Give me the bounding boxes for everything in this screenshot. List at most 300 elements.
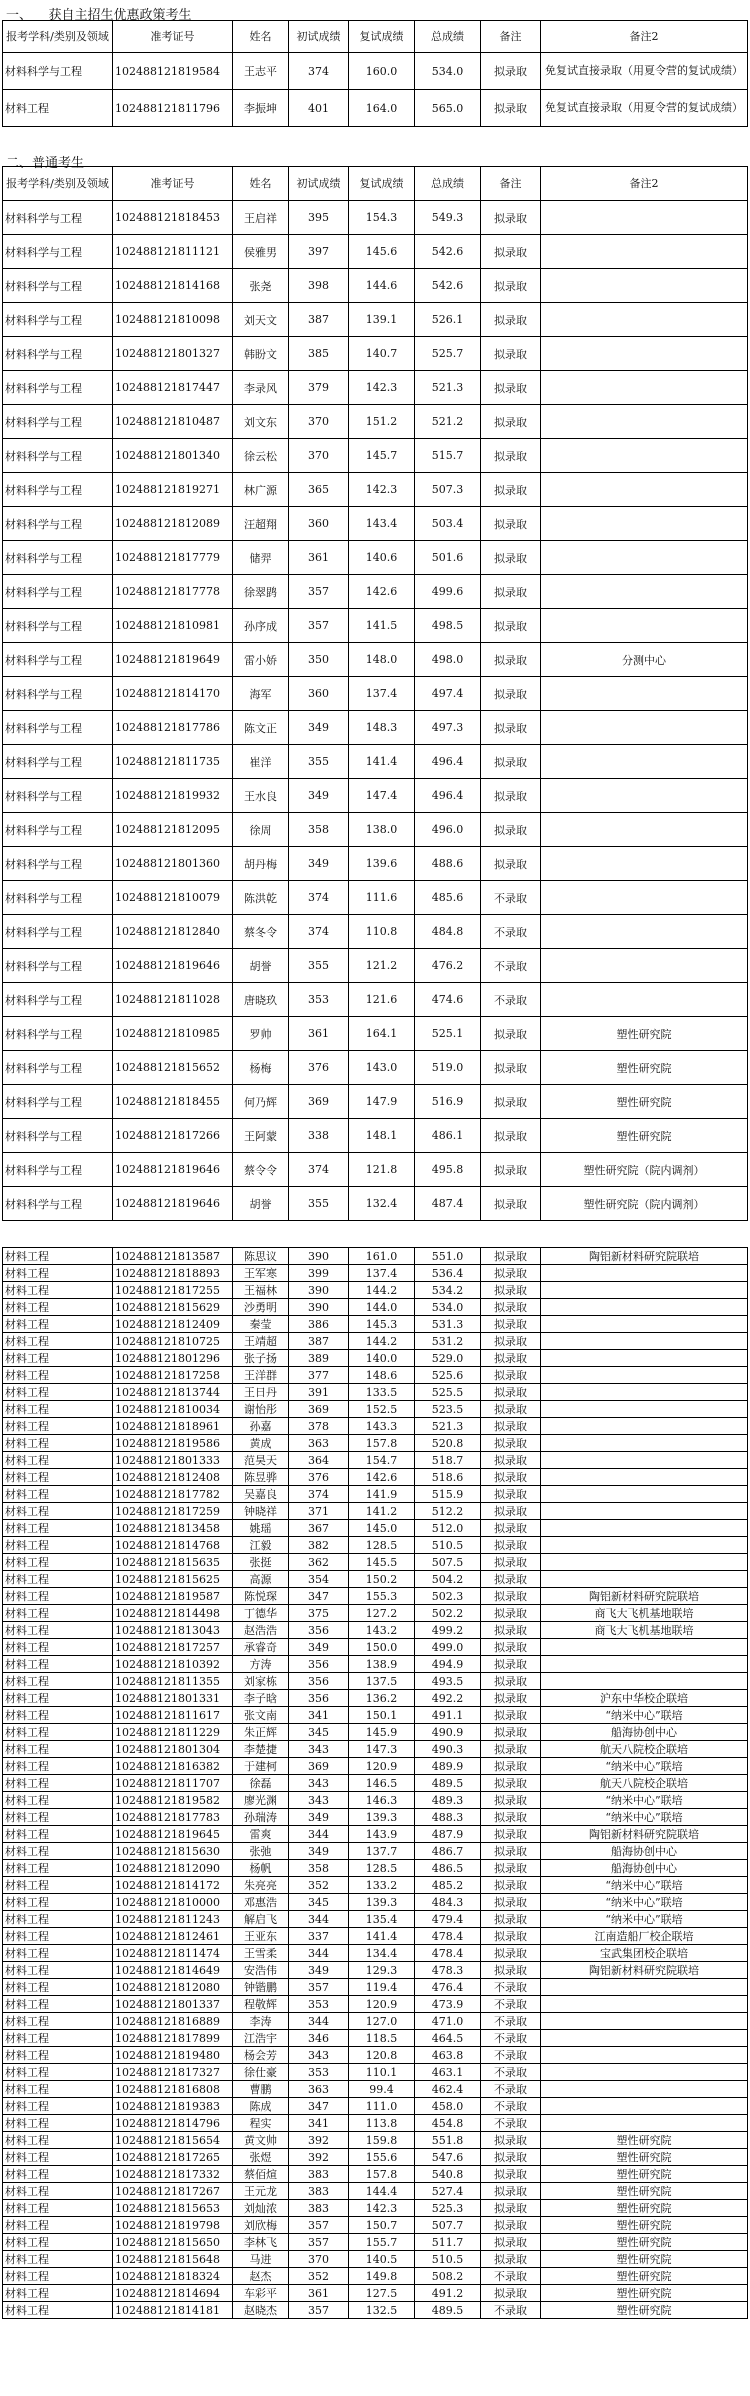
table-row xyxy=(3,1622,748,1639)
cell-remark2 xyxy=(541,1401,748,1418)
cell-total-score: 531.3 xyxy=(415,1316,481,1333)
cell-initial-score: 343 xyxy=(289,1741,349,1758)
table-row xyxy=(3,2030,748,2047)
cell-total-score: 484.3 xyxy=(415,1894,481,1911)
table-row xyxy=(3,711,748,745)
cell-total-score: 529.0 xyxy=(415,1350,481,1367)
cell-exam-id: 102488121811355 xyxy=(113,1673,233,1690)
cell-retest-score: 137.4 xyxy=(349,677,415,711)
cell-initial-score: 390 xyxy=(289,1282,349,1299)
cell-exam-id: 102488121811735 xyxy=(113,745,233,779)
cell-exam-id: 102488121801333 xyxy=(113,1452,233,1469)
table-row xyxy=(3,303,748,337)
cell-remark: 不录取 xyxy=(481,2030,541,2047)
cell-subject: 材料工程 xyxy=(3,1537,113,1554)
cell-initial-score: 361 xyxy=(289,2285,349,2302)
cell-retest-score: 143.9 xyxy=(349,1826,415,1843)
table-row xyxy=(3,1187,748,1221)
cell-subject: 材料工程 xyxy=(3,2013,113,2030)
cell-exam-id: 102488121810079 xyxy=(113,881,233,915)
cell-remark: 拟录取 xyxy=(481,1051,541,1085)
cell-remark: 拟录取 xyxy=(481,1911,541,1928)
cell-total-score: 486.7 xyxy=(415,1843,481,1860)
table-row xyxy=(3,1809,748,1826)
table-row xyxy=(3,1690,748,1707)
cell-subject: 材料科学与工程 xyxy=(3,575,113,609)
col-header-remark2: 备注2 xyxy=(541,21,748,53)
cell-total-score: 478.4 xyxy=(415,1945,481,1962)
table-row xyxy=(3,1656,748,1673)
col-header-total-score: 总成绩 xyxy=(415,167,481,201)
cell-remark2 xyxy=(541,609,748,643)
cell-initial-score: 337 xyxy=(289,1928,349,1945)
table-row xyxy=(3,1367,748,1384)
cell-exam-id: 102488121812089 xyxy=(113,507,233,541)
cell-subject: 材料工程 xyxy=(3,1554,113,1571)
cell-name: 赵晓杰 xyxy=(233,2302,289,2319)
cell-name: 张尧 xyxy=(233,269,289,303)
cell-remark2: 塑性研究院 xyxy=(541,2234,748,2251)
cell-subject: 材料工程 xyxy=(3,1741,113,1758)
cell-initial-score: 345 xyxy=(289,1724,349,1741)
cell-name: 侯雅男 xyxy=(233,235,289,269)
cell-total-score: 499.2 xyxy=(415,1622,481,1639)
cell-retest-score: 143.2 xyxy=(349,1622,415,1639)
cell-exam-id: 102488121819383 xyxy=(113,2098,233,2115)
cell-exam-id: 102488121817447 xyxy=(113,371,233,405)
cell-exam-id: 102488121819646 xyxy=(113,949,233,983)
cell-exam-id: 102488121818455 xyxy=(113,1085,233,1119)
col-header-remark: 备注 xyxy=(481,21,541,53)
cell-exam-id: 102488121819649 xyxy=(113,643,233,677)
cell-retest-score: 127.2 xyxy=(349,1605,415,1622)
cell-remark: 不录取 xyxy=(481,2115,541,2132)
cell-initial-score: 349 xyxy=(289,1962,349,1979)
cell-exam-id: 102488121815635 xyxy=(113,1554,233,1571)
cell-initial-score: 350 xyxy=(289,643,349,677)
cell-remark: 拟录取 xyxy=(481,1316,541,1333)
cell-remark2 xyxy=(541,677,748,711)
cell-name: 李林飞 xyxy=(233,2234,289,2251)
cell-name: 王雪柔 xyxy=(233,1945,289,1962)
table-row xyxy=(3,983,748,1017)
cell-retest-score: 142.3 xyxy=(349,371,415,405)
cell-remark: 拟录取 xyxy=(481,1945,541,1962)
cell-initial-score: 392 xyxy=(289,2132,349,2149)
cell-exam-id: 102488121814649 xyxy=(113,1962,233,1979)
cell-exam-id: 102488121812461 xyxy=(113,1928,233,1945)
cell-initial-score: 341 xyxy=(289,2115,349,2132)
cell-exam-id: 102488121817267 xyxy=(113,2183,233,2200)
cell-exam-id: 102488121811474 xyxy=(113,1945,233,1962)
cell-initial-score: 354 xyxy=(289,1571,349,1588)
cell-total-score: 516.9 xyxy=(415,1085,481,1119)
cell-remark: 拟录取 xyxy=(481,1690,541,1707)
cell-retest-score: 141.9 xyxy=(349,1486,415,1503)
cell-initial-score: 353 xyxy=(289,983,349,1017)
table-row xyxy=(3,1554,748,1571)
cell-initial-score: 357 xyxy=(289,2234,349,2251)
cell-initial-score: 392 xyxy=(289,2149,349,2166)
table-row xyxy=(3,1316,748,1333)
cell-retest-score: 147.3 xyxy=(349,1741,415,1758)
table-row xyxy=(3,1894,748,1911)
cell-retest-score: 148.3 xyxy=(349,711,415,745)
cell-subject: 材料工程 xyxy=(3,1673,113,1690)
cell-remark2: 陶铝新材料研究院联培 xyxy=(541,1826,748,1843)
cell-subject: 材料工程 xyxy=(3,1520,113,1537)
cell-total-score: 534.0 xyxy=(415,1299,481,1316)
cell-remark: 拟录取 xyxy=(481,2251,541,2268)
cell-exam-id: 102488121810000 xyxy=(113,1894,233,1911)
cell-subject: 材料工程 xyxy=(3,1452,113,1469)
cell-exam-id: 102488121819932 xyxy=(113,779,233,813)
cell-name: 杨梅 xyxy=(233,1051,289,1085)
cell-name: 朱正辉 xyxy=(233,1724,289,1741)
cell-remark2: 塑性研究院 xyxy=(541,2268,748,2285)
cell-subject: 材料科学与工程 xyxy=(3,609,113,643)
table-row xyxy=(3,881,748,915)
cell-total-score: 478.3 xyxy=(415,1962,481,1979)
cell-remark2 xyxy=(541,1265,748,1282)
cell-name: 刘欣梅 xyxy=(233,2217,289,2234)
cell-exam-id: 102488121817783 xyxy=(113,1809,233,1826)
cell-name: 江毅 xyxy=(233,1537,289,1554)
cell-exam-id: 102488121816382 xyxy=(113,1758,233,1775)
cell-remark2 xyxy=(541,881,748,915)
cell-exam-id: 102488121819646 xyxy=(113,1153,233,1187)
cell-total-score: 523.5 xyxy=(415,1401,481,1418)
table-row xyxy=(3,609,748,643)
cell-initial-score: 363 xyxy=(289,2081,349,2098)
cell-retest-score: 144.6 xyxy=(349,269,415,303)
table-row xyxy=(3,1792,748,1809)
cell-subject: 材料科学与工程 xyxy=(3,473,113,507)
cell-subject: 材料工程 xyxy=(3,2149,113,2166)
cell-remark: 拟录取 xyxy=(481,2149,541,2166)
cell-subject: 材料工程 xyxy=(3,2098,113,2115)
table-row xyxy=(3,949,748,983)
cell-remark: 不录取 xyxy=(481,2013,541,2030)
cell-initial-score: 397 xyxy=(289,235,349,269)
cell-total-score: 501.6 xyxy=(415,541,481,575)
cell-remark: 拟录取 xyxy=(481,847,541,881)
cell-retest-score: 138.0 xyxy=(349,813,415,847)
cell-name: 王洋群 xyxy=(233,1367,289,1384)
cell-name: 海军 xyxy=(233,677,289,711)
table-row xyxy=(3,2013,748,2030)
cell-remark: 不录取 xyxy=(481,2064,541,2081)
cell-remark2: 分测中心 xyxy=(541,643,748,677)
table-row xyxy=(3,1248,748,1265)
table-row xyxy=(3,2149,748,2166)
table-row xyxy=(3,1299,748,1316)
cell-initial-score: 370 xyxy=(289,439,349,473)
cell-initial-score: 364 xyxy=(289,1452,349,1469)
cell-remark: 拟录取 xyxy=(481,1707,541,1724)
cell-exam-id: 102488121815653 xyxy=(113,2200,233,2217)
cell-exam-id: 102488121812409 xyxy=(113,1316,233,1333)
cell-total-score: 487.4 xyxy=(415,1187,481,1221)
cell-total-score: 542.6 xyxy=(415,269,481,303)
cell-name: 程敬辉 xyxy=(233,1996,289,2013)
cell-name: 吴嘉良 xyxy=(233,1486,289,1503)
cell-remark: 拟录取 xyxy=(481,1469,541,1486)
cell-initial-score: 390 xyxy=(289,1248,349,1265)
cell-remark: 不录取 xyxy=(481,2098,541,2115)
cell-remark2: 航天八院校企联培 xyxy=(541,1775,748,1792)
cell-remark: 拟录取 xyxy=(481,1860,541,1877)
table-row xyxy=(3,2047,748,2064)
cell-subject: 材料工程 xyxy=(3,1418,113,1435)
cell-exam-id: 102488121812095 xyxy=(113,813,233,847)
table-row xyxy=(3,575,748,609)
cell-retest-score: 144.2 xyxy=(349,1333,415,1350)
table-row xyxy=(3,1962,748,1979)
cell-exam-id: 102488121819271 xyxy=(113,473,233,507)
table-row xyxy=(3,1843,748,1860)
cell-name: 陈悦琛 xyxy=(233,1588,289,1605)
cell-remark2 xyxy=(541,473,748,507)
cell-exam-id: 102488121801337 xyxy=(113,1996,233,2013)
cell-name: 李涛 xyxy=(233,2013,289,2030)
cell-name: 雷小娇 xyxy=(233,643,289,677)
cell-total-score: 503.4 xyxy=(415,507,481,541)
cell-retest-score: 121.8 xyxy=(349,1153,415,1187)
cell-name: 张挺 xyxy=(233,1554,289,1571)
cell-initial-score: 355 xyxy=(289,745,349,779)
cell-total-score: 499.0 xyxy=(415,1639,481,1656)
cell-total-score: 485.2 xyxy=(415,1877,481,1894)
cell-total-score: 471.0 xyxy=(415,2013,481,2030)
cell-initial-score: 369 xyxy=(289,1085,349,1119)
cell-exam-id: 102488121810981 xyxy=(113,609,233,643)
cell-subject: 材料工程 xyxy=(3,1316,113,1333)
cell-initial-score: 352 xyxy=(289,2268,349,2285)
cell-remark: 拟录取 xyxy=(481,541,541,575)
cell-subject: 材料科学与工程 xyxy=(3,643,113,677)
table-row xyxy=(3,337,748,371)
cell-total-score: 492.2 xyxy=(415,1690,481,1707)
cell-name: 蔡佰煊 xyxy=(233,2166,289,2183)
cell-retest-score: 148.0 xyxy=(349,643,415,677)
cell-initial-score: 358 xyxy=(289,1860,349,1877)
cell-initial-score: 369 xyxy=(289,1401,349,1418)
table-row xyxy=(3,2132,748,2149)
cell-name: 方涛 xyxy=(233,1656,289,1673)
cell-name: 孙瑞涛 xyxy=(233,1809,289,1826)
cell-total-score: 510.5 xyxy=(415,1537,481,1554)
cell-name: 陈思议 xyxy=(233,1248,289,1265)
cell-retest-score: 139.3 xyxy=(349,1809,415,1826)
cell-total-score: 565.0 xyxy=(415,90,481,127)
cell-initial-score: 360 xyxy=(289,507,349,541)
cell-name: 徐仕豪 xyxy=(233,2064,289,2081)
cell-retest-score: 154.3 xyxy=(349,201,415,235)
cell-retest-score: 139.1 xyxy=(349,303,415,337)
cell-subject: 材料工程 xyxy=(3,1605,113,1622)
cell-name: 马进 xyxy=(233,2251,289,2268)
cell-initial-score: 370 xyxy=(289,2251,349,2268)
table-row xyxy=(3,2166,748,2183)
cell-total-score: 508.2 xyxy=(415,2268,481,2285)
table-row xyxy=(3,2302,748,2319)
cell-name: 车彩平 xyxy=(233,2285,289,2302)
cell-subject: 材料工程 xyxy=(3,2183,113,2200)
cell-retest-score: 149.8 xyxy=(349,2268,415,2285)
table-row xyxy=(3,2217,748,2234)
cell-name: 徐周 xyxy=(233,813,289,847)
cell-remark: 拟录取 xyxy=(481,813,541,847)
cell-total-score: 474.6 xyxy=(415,983,481,1017)
cell-exam-id: 102488121817779 xyxy=(113,541,233,575)
cell-initial-score: 389 xyxy=(289,1350,349,1367)
cell-name: 赵杰 xyxy=(233,2268,289,2285)
cell-name: 雷爽 xyxy=(233,1826,289,1843)
cell-exam-id: 102488121817258 xyxy=(113,1367,233,1384)
cell-remark: 拟录取 xyxy=(481,1401,541,1418)
cell-exam-id: 102488121817332 xyxy=(113,2166,233,2183)
cell-remark2 xyxy=(541,1639,748,1656)
cell-name: 何乃辉 xyxy=(233,1085,289,1119)
cell-remark2 xyxy=(541,303,748,337)
cell-remark2: 船海协创中心 xyxy=(541,1843,748,1860)
cell-exam-id: 102488121818961 xyxy=(113,1418,233,1435)
cell-initial-score: 355 xyxy=(289,949,349,983)
cell-exam-id: 102488121818893 xyxy=(113,1265,233,1282)
cell-total-score: 525.3 xyxy=(415,2200,481,2217)
table-row xyxy=(3,235,748,269)
cell-name: 王军寒 xyxy=(233,1265,289,1282)
cell-total-score: 525.1 xyxy=(415,1017,481,1051)
cell-retest-score: 140.6 xyxy=(349,541,415,575)
cell-remark: 不录取 xyxy=(481,2047,541,2064)
cell-remark: 拟录取 xyxy=(481,235,541,269)
cell-subject: 材料工程 xyxy=(3,2217,113,2234)
cell-retest-score: 145.7 xyxy=(349,439,415,473)
cell-name: 罗帅 xyxy=(233,1017,289,1051)
cell-remark: 拟录取 xyxy=(481,2183,541,2200)
cell-remark2: 船海协创中心 xyxy=(541,1724,748,1741)
cell-remark: 拟录取 xyxy=(481,1622,541,1639)
cell-remark: 不录取 xyxy=(481,881,541,915)
cell-total-score: 504.2 xyxy=(415,1571,481,1588)
table-row xyxy=(3,1333,748,1350)
cell-initial-score: 349 xyxy=(289,1639,349,1656)
cell-retest-score: 144.4 xyxy=(349,2183,415,2200)
table-row xyxy=(3,1085,748,1119)
cell-subject: 材料工程 xyxy=(3,1656,113,1673)
cell-retest-score: 143.0 xyxy=(349,1051,415,1085)
cell-initial-score: 362 xyxy=(289,1554,349,1571)
cell-remark: 拟录取 xyxy=(481,90,541,127)
table-row xyxy=(3,1860,748,1877)
cell-remark2 xyxy=(541,813,748,847)
cell-exam-id: 102488121812840 xyxy=(113,915,233,949)
cell-exam-id: 102488121801360 xyxy=(113,847,233,881)
table-row xyxy=(3,1520,748,1537)
cell-remark: 不录取 xyxy=(481,2302,541,2319)
cell-subject: 材料工程 xyxy=(3,2115,113,2132)
cell-initial-score: 344 xyxy=(289,1945,349,1962)
cell-total-score: 510.5 xyxy=(415,2251,481,2268)
cell-retest-score: 155.7 xyxy=(349,2234,415,2251)
cell-initial-score: 349 xyxy=(289,779,349,813)
cell-exam-id: 102488121814168 xyxy=(113,269,233,303)
col-header-subject: 报考学科/类别及领域 xyxy=(3,21,113,53)
cell-name: 谢怡彤 xyxy=(233,1401,289,1418)
cell-remark2 xyxy=(541,2013,748,2030)
cell-remark2 xyxy=(541,1418,748,1435)
cell-remark2: “纳米中心”联培 xyxy=(541,1809,748,1826)
cell-remark: 拟录取 xyxy=(481,643,541,677)
cell-initial-score: 398 xyxy=(289,269,349,303)
cell-exam-id: 102488121815625 xyxy=(113,1571,233,1588)
cell-total-score: 499.6 xyxy=(415,575,481,609)
cell-remark: 拟录取 xyxy=(481,575,541,609)
cell-subject: 材料工程 xyxy=(3,2064,113,2081)
col-header-remark: 备注 xyxy=(481,167,541,201)
cell-remark: 拟录取 xyxy=(481,1153,541,1187)
cell-total-score: 521.2 xyxy=(415,405,481,439)
cell-remark2 xyxy=(541,1435,748,1452)
cell-name: 安浩伟 xyxy=(233,1962,289,1979)
cell-remark2 xyxy=(541,2115,748,2132)
cell-remark: 拟录取 xyxy=(481,1503,541,1520)
cell-remark: 拟录取 xyxy=(481,779,541,813)
cell-subject: 材料科学与工程 xyxy=(3,337,113,371)
col-header-exam-id: 准考证号 xyxy=(113,167,233,201)
cell-initial-score: 395 xyxy=(289,201,349,235)
cell-total-score: 463.1 xyxy=(415,2064,481,2081)
col-header-initial-score: 初试成绩 xyxy=(289,167,349,201)
cell-total-score: 489.5 xyxy=(415,1775,481,1792)
cell-exam-id: 102488121814172 xyxy=(113,1877,233,1894)
cell-initial-score: 356 xyxy=(289,1690,349,1707)
cell-subject: 材料科学与工程 xyxy=(3,881,113,915)
cell-subject: 材料工程 xyxy=(3,1996,113,2013)
cell-exam-id: 102488121817782 xyxy=(113,1486,233,1503)
cell-initial-score: 382 xyxy=(289,1537,349,1554)
cell-remark: 拟录取 xyxy=(481,1119,541,1153)
cell-total-score: 534.2 xyxy=(415,1282,481,1299)
cell-remark2: 商飞大飞机基地联培 xyxy=(541,1605,748,1622)
cell-retest-score: 134.4 xyxy=(349,1945,415,1962)
cell-initial-score: 383 xyxy=(289,2166,349,2183)
cell-total-score: 551.0 xyxy=(415,1248,481,1265)
cell-exam-id: 102488121819798 xyxy=(113,2217,233,2234)
cell-total-score: 489.9 xyxy=(415,1758,481,1775)
cell-name: 蔡冬令 xyxy=(233,915,289,949)
cell-subject: 材料工程 xyxy=(3,1775,113,1792)
cell-remark2 xyxy=(541,1282,748,1299)
cell-remark2 xyxy=(541,1299,748,1316)
cell-name: 姚瑶 xyxy=(233,1520,289,1537)
cell-name: 孙嘉 xyxy=(233,1418,289,1435)
cell-retest-score: 135.4 xyxy=(349,1911,415,1928)
cell-remark: 拟录取 xyxy=(481,711,541,745)
cell-exam-id: 102488121814768 xyxy=(113,1537,233,1554)
cell-retest-score: 141.4 xyxy=(349,745,415,779)
cell-retest-score: 110.8 xyxy=(349,915,415,949)
cell-remark: 拟录取 xyxy=(481,1877,541,1894)
cell-total-score: 490.3 xyxy=(415,1741,481,1758)
cell-retest-score: 136.2 xyxy=(349,1690,415,1707)
cell-name: 胡誉 xyxy=(233,1187,289,1221)
cell-retest-score: 164.1 xyxy=(349,1017,415,1051)
cell-total-score: 491.1 xyxy=(415,1707,481,1724)
cell-total-score: 511.7 xyxy=(415,2234,481,2251)
